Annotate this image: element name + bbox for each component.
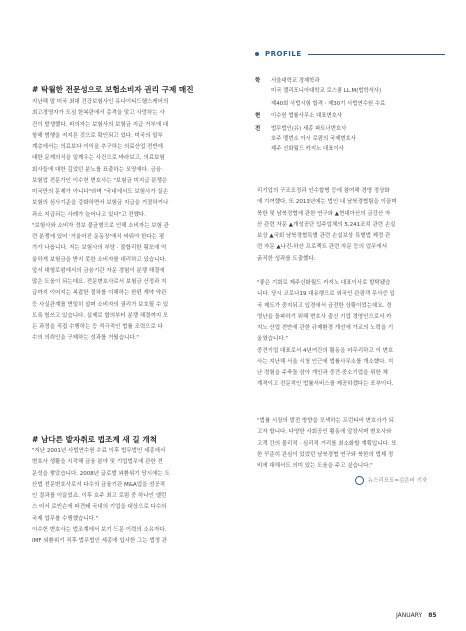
profile-rows <box>255 77 445 155</box>
text-line: 리기업의 구조조정과 인수합병 등에 참여해 경영 정상화 <box>257 188 390 194</box>
right-paragraph-3 <box>257 416 447 472</box>
text-line: 국 제도가 중지되고 입경에서 금전한 상황이었는데요. 경 <box>257 302 392 309</box>
text-line: 보상 ▲국회 남북경협특별 관련 손실보상 특별법 제정 관 <box>257 233 391 239</box>
text-line: 이수헌 변호사는 법조계에서 보기 드문 이력의 소유자다. <box>32 526 167 533</box>
magazine-logo-icon <box>355 476 364 485</box>
text-line: 지노 산업 전반에 관한 규제환경 개선에 가교의 노력을 기 <box>257 325 394 331</box>
text-line: 회사들에 대한 깊었던 분노를 표출하는 모양새다. 금융· <box>32 166 163 173</box>
profile-header <box>255 50 445 58</box>
profile-line: 법무법인(유) 세종 파트너변호사 <box>271 126 347 133</box>
text-line: 련 분쟁에 있어 '거울어진 운동장'에서 싸워야 한다는 평 <box>32 234 165 240</box>
text-line: "법률 시장의 발전 방향을 모색하는 프런티어 변호사가 되 <box>257 418 394 424</box>
profile-line: 이수헌 법률사무소 대표변호사 <box>271 113 343 120</box>
text-line: 산법 전문변호사로서 다수의 금융기관 M&A업을 성공적 <box>32 481 166 488</box>
text-line: 산 관련 자문 ▲개성공단 입주업체의 5,241조치 관련 손실 <box>257 221 396 228</box>
section-heading-1: # 탁월한 전문성으로 보험소비자 권리 구제 매진 <box>32 85 194 94</box>
left-paragraph-2 <box>32 446 228 547</box>
profile-row-key: 학 <box>255 78 261 84</box>
text-line: 중견기업 대표로서 4년여간의 활동을 마무리하고 이 변호 <box>257 347 394 354</box>
footer-month: JANUARY <box>396 612 423 619</box>
byline <box>355 476 427 485</box>
text-line: "보험사와 소비자 정보 불균형으로 인해 소비자는 보험 관 <box>32 222 169 229</box>
text-line: 고객 간의 물리적 · 심리적 거리를 최소화할 계획입니다. 또 <box>257 440 397 447</box>
text-line: 한 꾸준히 관심이 있었던 남북경협 연구와 북한의 법제 정 <box>257 451 394 458</box>
page-footer <box>396 612 437 619</box>
text-line: 도록 힘쓰고 있습니다. 실제로 합의부터 분쟁 해결까지 모 <box>32 312 169 319</box>
text-line: 난 경험을 주축돌 삼아 개인과 중견·중소기업을 위한 체 <box>257 370 388 376</box>
right-paragraph-1 <box>257 186 447 265</box>
text-line: 울하게 보험금을 받지 못한 소비자를 대리하고 있습니다. <box>32 256 167 263</box>
profile-row-key: 현 <box>255 113 261 120</box>
text-line: 대한 문제의식을 일깨우는 사건으로 바라보고, 의료보험 <box>32 155 165 162</box>
text-line: 건이 발생했다. 피의자는 보험사의 보험금 지급 거부에 대 <box>32 121 169 128</box>
text-line: 비에 대해서도 의미 있는 도움을 주고 싶습니다." <box>257 463 373 469</box>
text-line: 든 과정을 직접 수행하는 등 적극적인 법률 조력으로 다 <box>32 324 163 330</box>
profile-row <box>255 77 445 97</box>
text-line: "지난 2001년 사법연수원 수료 이후 법무법인 세종에서 <box>32 448 166 454</box>
profile-row <box>255 100 445 110</box>
text-line: 등 사실관계를 면밀히 살펴 소비자의 권리가 보호될 수 있 <box>32 301 169 308</box>
text-line: 항해 범행을 저지른 것으로 확인되고 있다. 미국의 일부 <box>32 132 163 139</box>
text-line: 문성을 쌓았습니다. 2008년 글로벌 외환위기 당시에는 도 <box>32 470 170 477</box>
text-line: 굵직한 성과를 도출했다. <box>257 255 316 262</box>
profile-row <box>255 112 445 122</box>
profile-line: 서울대학교 경제학과 <box>271 78 320 84</box>
profile-row-value <box>271 100 385 110</box>
text-line: 니다. 당시 코로나19 대유행으로 외국인 관광객 무사증 입 <box>257 291 395 298</box>
text-line: 계적이고 전문적인 법률서비스를 제공하겠다는 포부이다. <box>257 381 394 388</box>
profile-row-key <box>255 100 271 110</box>
profile-line: 제주 신화월드 카지노 대표이사 <box>271 145 344 152</box>
profile-line: 제40회 사법시험 합격 · 제30기 사법연수원 수료 <box>271 100 386 107</box>
profile-dot-icon <box>255 52 259 56</box>
text-line: 최고경영자가 도심 한복판에서 총격을 맞고 사망하는 사 <box>32 110 165 117</box>
profile-line: 미국 캘리포니아대학교 로스쿨 LL.M(법학석사) <box>271 87 382 94</box>
profile-box <box>255 50 445 158</box>
text-line: 스 어서 로빈슨에 파견돼 국내의 기업을 대상으로 다수의 <box>32 504 167 511</box>
profile-row-value <box>271 112 342 122</box>
text-line: 울였습니다." <box>257 336 288 343</box>
text-line: "좋은 기회로 제주신화월드 카지노 대표이사로 발탁됐습 <box>257 280 391 286</box>
text-line: 앞서 대형로펌에서의 금융기관 자문 경험이 분쟁 해결에 <box>32 267 165 274</box>
section-heading-2: # 남다른 발자취로 법조계 새 길 개척 <box>32 435 157 444</box>
text-line: 영난을 돌파하기 위해 변호사 출신 기업 경영인으로서 카 <box>257 313 392 320</box>
text-line: 보험의 심사기준을 강화하면서 보험금 지급을 거절하거나 <box>32 200 169 207</box>
text-line: 련 자문 ▲나진-하산 프로젝트 관련 자문 등의 업무에서 <box>257 244 388 251</box>
text-line: 보험업 전문가인 이수헌 변호사는 "보험금 미지급 분쟁은 <box>32 177 168 184</box>
text-line: 지난해 말 미국 최대 건강보험사인 유나이티드헬스케어의 <box>32 99 169 105</box>
text-line: 에 기여했다. 또 2013년에는 법인 내 남북경협팀을 이끌며 <box>257 199 397 206</box>
text-line: 미국만의 문제가 아니다"라며 "국내에서도 보험사가 실손 <box>32 189 169 195</box>
profile-divider <box>308 54 445 55</box>
profile-row-value <box>271 125 356 154</box>
profile-row-key: 전 <box>255 126 261 133</box>
page-number: 85 <box>428 612 437 619</box>
text-line: 국제 업무를 수행했습니다." <box>32 515 99 522</box>
profile-label: PROFILE <box>265 50 302 58</box>
byline-text: 뉴스리포트=김은비 기자 <box>367 478 428 484</box>
profile-row <box>255 125 445 154</box>
text-line: 급까지 이어지는 복잡한 절차를 이해하는 한편 계약 약관 <box>32 290 167 297</box>
text-line: 북한 및 남북경협에 관한 연구와 ▲현대아산의 금강산 자 <box>257 210 391 217</box>
text-line: 수의 의뢰인을 구제하는 성과를 거뒀습니다." <box>32 335 139 342</box>
profile-line: 호주 멜번소 아시 로펌의 국제변호사 <box>271 135 356 142</box>
text-line: 계층에서는 의료보다 이익을 추구하는 의료산업 전반에 <box>32 144 163 150</box>
text-line: 과소 지급되는 사례가 늘어나고 있다"고 전했다. <box>32 211 146 218</box>
text-line: 사는 지난해 서울 시청 인근에 법률사무소를 개소했다. 지 <box>257 358 394 365</box>
text-line: 변호사 생활을 시작해 금융 분야 및 기업법무에 관한 전 <box>32 459 163 466</box>
text-line: 인 결과를 이끌었죠. 이후 호주 최고 로펌 중 하나인 앨런 <box>32 493 167 499</box>
profile-row-value <box>271 77 381 97</box>
text-line: IMF 외환위기 직후 법무법인 세종에 입사한 그는 법정 관 <box>32 538 168 544</box>
text-line: 가가 나옵니다. 저는 보험사의 부당 · 불합리한 횡포에 억 <box>32 245 167 252</box>
right-paragraph-2 <box>257 278 447 391</box>
left-paragraph-1 <box>32 97 228 345</box>
text-line: 고자 합니다. 다양한 사회공인 활동에 앞장서며 변호사와 <box>257 429 392 436</box>
text-line: 많은 도움이 되는데요. 전문변호사로서 보험금 산정과 지 <box>32 279 167 285</box>
